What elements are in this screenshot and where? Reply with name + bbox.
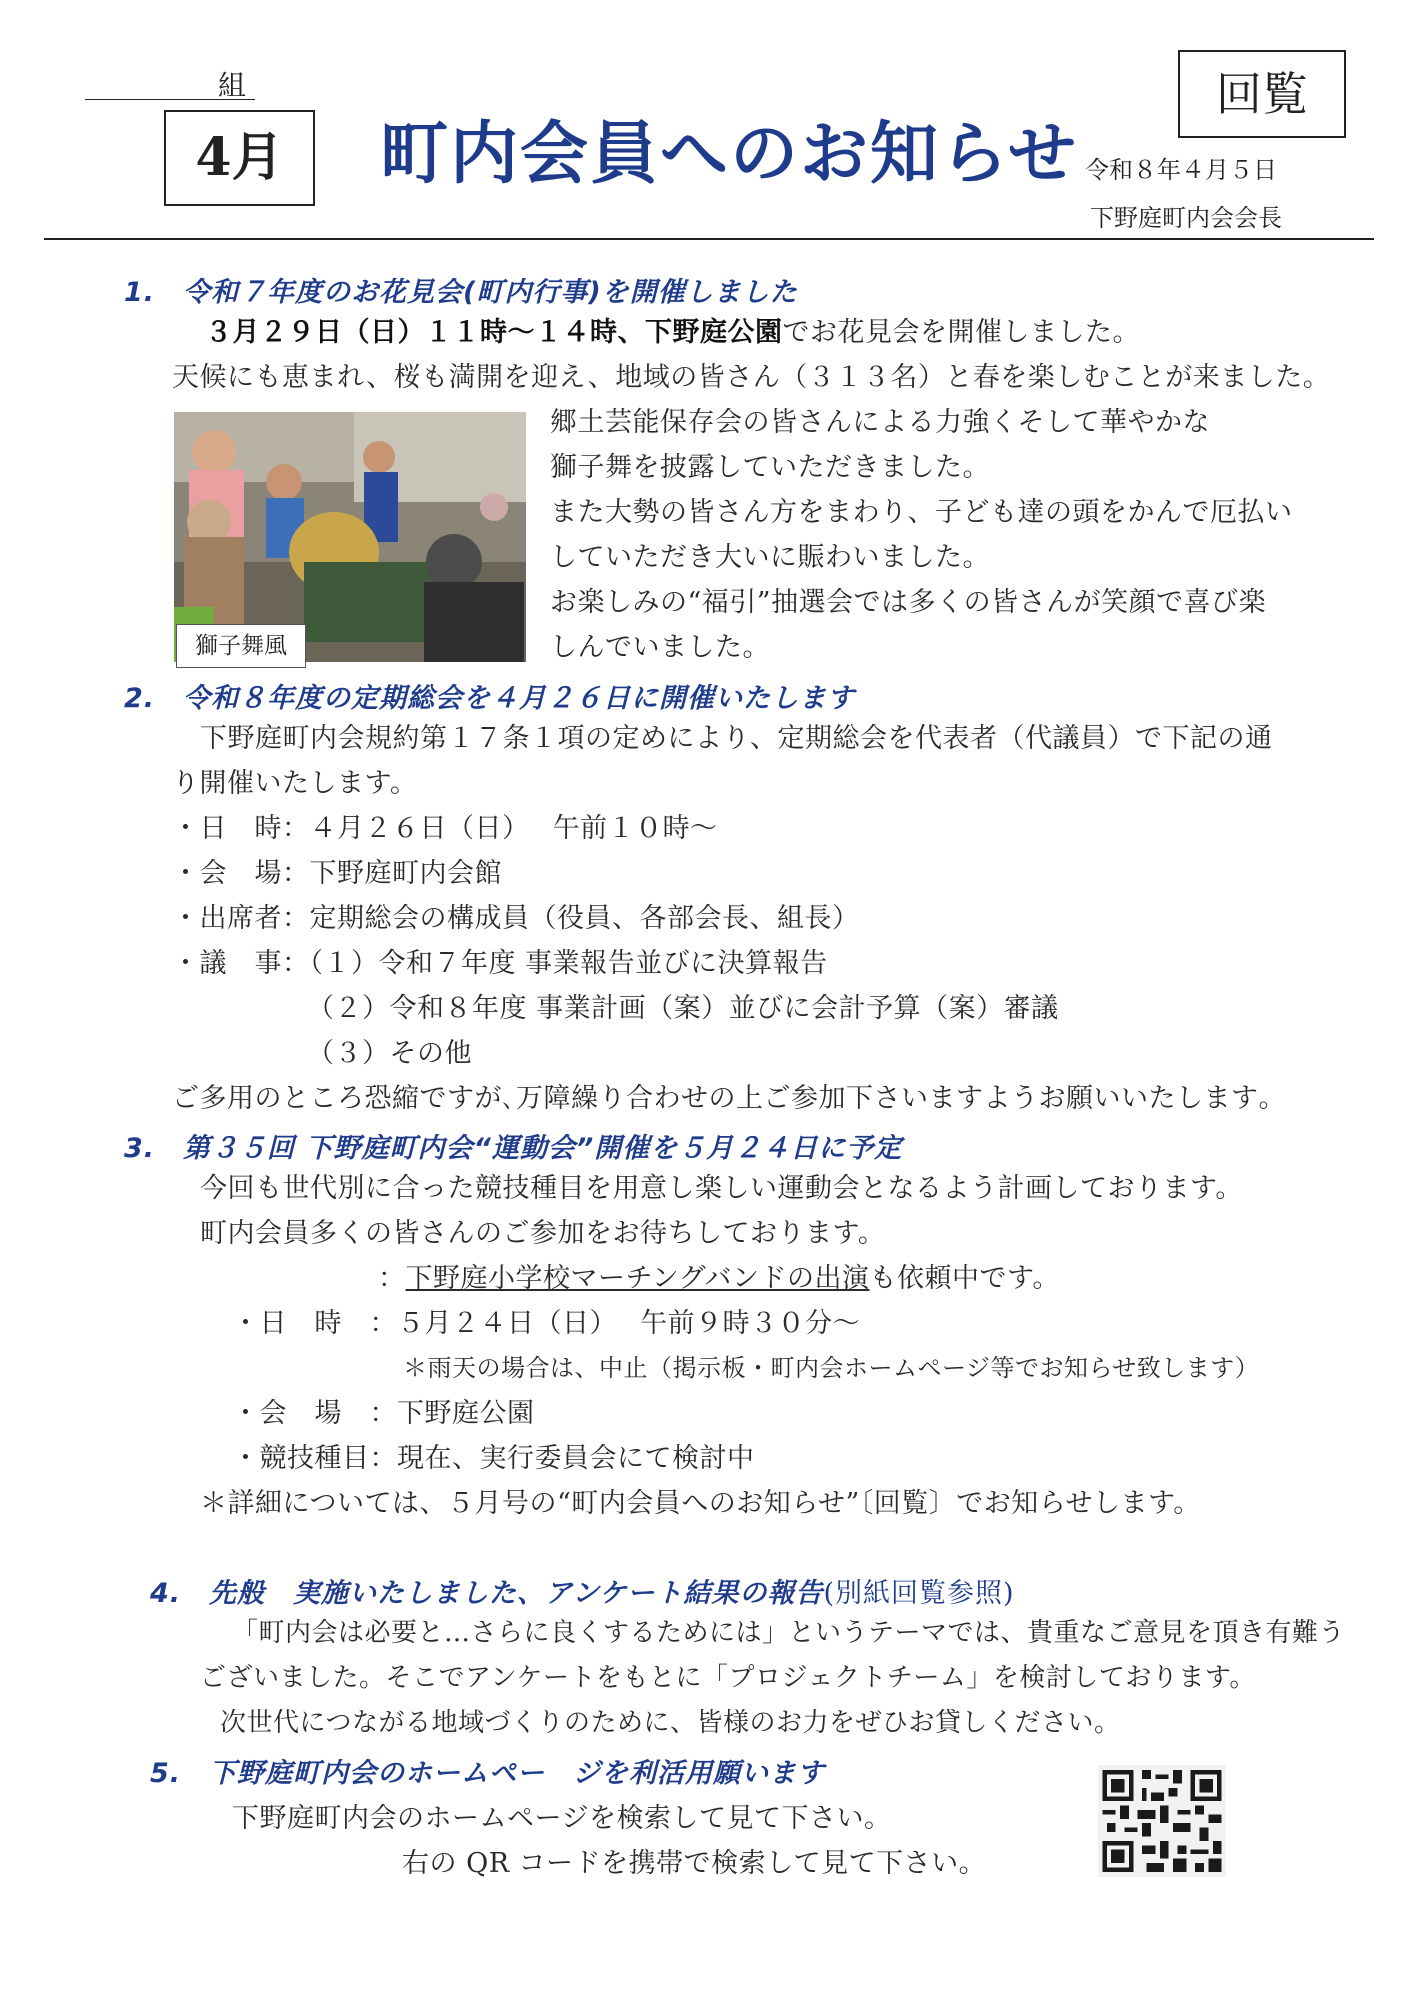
section-2-agenda-3: （３）その他	[307, 1038, 472, 1069]
section-5-line-1: 下野庭町内会のホームページを検索して見て下さい。	[232, 1803, 892, 1834]
section-2-item-agenda: ・議 事：（１）令和７年度 事業報告並びに決算報告	[172, 948, 828, 979]
section-1-line-2: 天候にも恵まれ、桜も満開を迎え、地域の皆さん（３１３名）と春を楽しむことが来ました。	[172, 362, 1331, 393]
section-4-heading-suffix: (別紙回覧参照)	[823, 1578, 1015, 1609]
section-3-venue: ・会 場 ：下野庭公園	[232, 1398, 535, 1429]
photo-caption: 獅子舞風	[176, 624, 306, 668]
section-1-right-line-3: また大勢の皆さん方をまわり、子ども達の頭をかんで厄払い	[550, 497, 1293, 528]
section-3-line-2: 町内会員多くの皆さんのご参加をお待ちしております。	[200, 1218, 886, 1249]
section-3-date: ・日 時 ：５月２４日（日） 午前９時３０分～	[232, 1308, 861, 1339]
section-1-right-line-2: 獅子舞を披露していただきました。	[550, 452, 990, 483]
section-1-line-1-rest: でお花見会を開催しました。	[782, 317, 1140, 348]
author: 下野庭町内会会長	[1090, 204, 1282, 232]
qr-code-image	[1098, 1765, 1226, 1877]
section-5-line-2: 右の QR コードを携帯で検索して見て下さい。	[402, 1848, 987, 1879]
section-3-detail-note: ＊詳細については、５月号の“町内会員へのお知らせ”〔回覧〕でお知らせします。	[200, 1488, 1201, 1519]
section-4-heading-text: 4. 先般 実施いたしました、アンケート結果の報告	[150, 1578, 824, 1609]
section-3-line-3-rest: も依頼中です。	[869, 1263, 1060, 1294]
issue-date: 令和８年４月５日	[1085, 156, 1277, 184]
section-4-line-3: 次世代につながる地域づくりのために、皆様のお力をぜひお貸しください。	[220, 1708, 1121, 1738]
section-1-right-line-1: 郷土芸能保存会の皆さんによる力強くそして華やかな	[550, 407, 1210, 438]
section-4-line-1: 「町内会は必要と…さらに良くするためには」というテーマでは、貴重なご意見を頂き有難う	[232, 1618, 1346, 1648]
kumi-label: 組	[218, 69, 247, 102]
section-1-line-1	[205, 310, 1140, 355]
section-2-intro-1: 下野庭町内会規約第１７条１項の定めにより、定期総会を代表者（代議員）で下記の通	[200, 723, 1273, 754]
section-2-heading: 2. 令和８年度の定期総会を４月２６日に開催いたします	[124, 683, 856, 714]
section-2-intro-2: り開催いたします。	[172, 768, 418, 799]
section-1-heading: 1. 令和７年度のお花見会(町内行事)を開催しました	[124, 277, 798, 308]
section-2-agenda-2: （２）令和８年度 事業計画（案）並びに会計予算（案）審議	[307, 993, 1059, 1024]
month-box: 4月	[164, 110, 315, 206]
page-title: 町内会員へのお知らせ	[380, 115, 1078, 194]
section-1-right-line-6: しんでいました。	[550, 632, 770, 663]
qr-code[interactable]	[1098, 1765, 1226, 1877]
section-3-line-3	[378, 1256, 1060, 1301]
section-1-right-line-5: お楽しみの“福引”抽選会では多くの皆さんが笑顔で喜び楽	[550, 587, 1267, 618]
section-2-item-attendees: ・出席者：定期総会の構成員（役員、各部会長、組長）	[172, 903, 860, 934]
section-3-heading: 3. 第３５回 下野庭町内会“運動会”開催を５月２４日に予定	[124, 1133, 903, 1164]
section-4-heading	[150, 1571, 1015, 1610]
section-1-date-time: ３月２９日（日）１１時～１４時、下野庭公園	[205, 317, 783, 348]
section-1-right-line-4: していただき大いに賑わいました。	[550, 542, 990, 573]
section-3-rain-note: ＊雨天の場合は、中止（掲示板・町内会ホームページ等でお知らせ致します）	[403, 1354, 1260, 1382]
marching-band-note: 下野庭小学校マーチングバンドの出演	[405, 1263, 870, 1294]
section-3-events: ・競技種目：現在、実行委員会にて検討中	[232, 1443, 755, 1474]
section-2-item-date: ・日 時：４月２６日（日） 午前１０時～	[172, 813, 718, 844]
section-3-line-3-prefix: ：	[378, 1263, 406, 1294]
section-4-line-2: ございました。そこでアンケートをもとに「プロジェクトチーム」を検討しております。	[200, 1663, 1256, 1693]
section-5-heading: 5. 下野庭町内会のホームペー ジを利活用願います	[150, 1758, 826, 1789]
section-2-item-venue: ・会 場：下野庭町内会館	[172, 858, 502, 889]
kairan-box: 回覧	[1178, 50, 1346, 138]
header-divider	[44, 238, 1374, 240]
section-3-line-1: 今回も世代別に合った競技種目を用意し楽しい運動会となるよう計画しております。	[200, 1173, 1243, 1204]
section-2-closing: ご多用のところ恐縮ですが､万障繰り合わせの上ご参加下さいますようお願いいたします｡	[172, 1083, 1273, 1114]
